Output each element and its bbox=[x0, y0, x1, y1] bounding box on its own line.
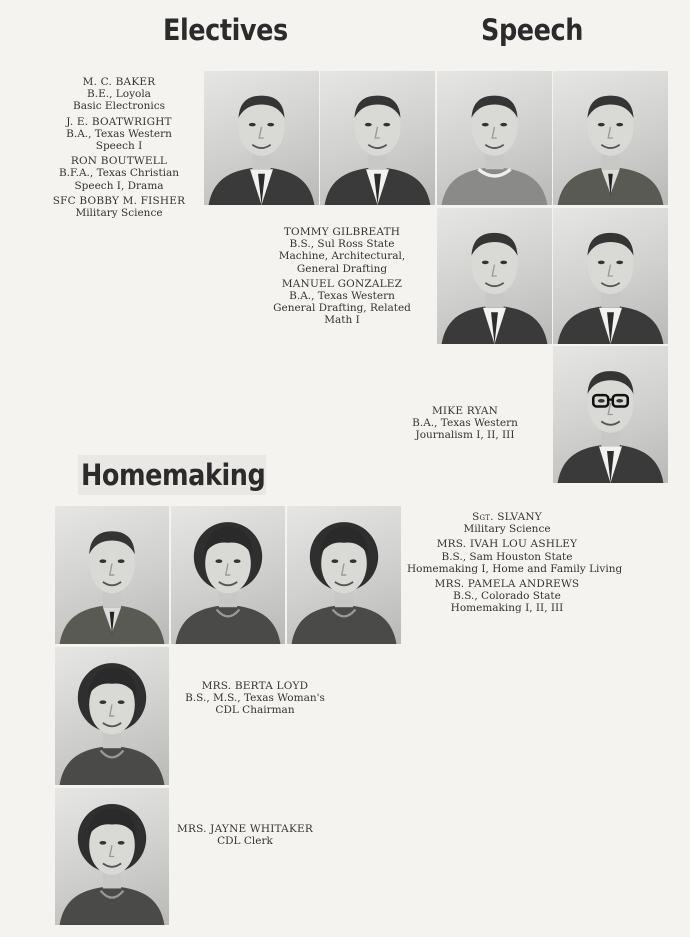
portrait-silhouette bbox=[437, 208, 552, 344]
person-detail: General Drafting bbox=[296, 262, 388, 275]
person-detail: B.A., Texas Western bbox=[412, 417, 518, 430]
person-detail: Math I bbox=[324, 314, 360, 327]
portrait-ashley bbox=[171, 506, 285, 644]
person-detail: B.F.A., Texas Christian bbox=[58, 167, 180, 180]
portrait-boutwell bbox=[437, 71, 552, 205]
portrait-silhouette bbox=[553, 71, 668, 205]
person-detail: B.A., Texas Western bbox=[289, 290, 395, 303]
person-name: MRS. IVAH LOU ASHLEY bbox=[436, 538, 578, 551]
person-detail: B.E., Loyola bbox=[87, 88, 151, 101]
person-name: MRS. JAYNE WHITAKER bbox=[177, 823, 313, 835]
person-name: Sgt. SLVANY bbox=[472, 511, 542, 523]
person-detail: B.S., Colorado State bbox=[453, 590, 561, 603]
portrait-slvany bbox=[55, 506, 169, 644]
person-detail: B.A., Texas Western bbox=[66, 127, 172, 140]
portrait-silhouette bbox=[55, 647, 169, 785]
person-name: MIKE RYAN bbox=[431, 405, 498, 417]
heading-speech: Speech bbox=[481, 13, 583, 47]
person-detail: B.S., Sul Ross State bbox=[289, 238, 395, 251]
portrait-baker bbox=[204, 71, 319, 205]
portrait-silhouette bbox=[437, 71, 552, 205]
portrait-silhouette bbox=[55, 788, 169, 925]
person-detail: CDL Chairman bbox=[215, 704, 295, 717]
portrait-silhouette bbox=[171, 506, 285, 644]
portrait-silhouette bbox=[553, 346, 668, 483]
person-detail: Basic Electronics bbox=[72, 100, 165, 113]
person-detail: B.S., M.S., Texas Woman's bbox=[185, 692, 325, 705]
caption-group-loyd bbox=[170, 680, 340, 720]
person-detail: Speech I bbox=[95, 140, 143, 153]
person-name: MRS. BERTA LOYD bbox=[201, 680, 309, 692]
person-detail: Journalism I, II, III bbox=[415, 429, 515, 442]
caption-group-top-left bbox=[44, 76, 194, 222]
caption-entry bbox=[262, 278, 422, 327]
caption-entry bbox=[44, 155, 194, 192]
portrait-silhouette bbox=[55, 506, 169, 644]
caption-group-middle bbox=[262, 226, 422, 330]
caption-entry bbox=[407, 538, 623, 575]
person-name: TOMMY GILBREATH bbox=[283, 226, 401, 238]
person-name: J. E. BOATWRIGHT bbox=[66, 115, 172, 128]
caption-entry bbox=[170, 680, 340, 717]
portrait-loyd bbox=[55, 647, 169, 785]
portrait-gilbreath bbox=[437, 208, 552, 344]
caption-entry bbox=[44, 195, 194, 219]
caption-entry bbox=[170, 823, 320, 847]
portrait-boatwright bbox=[320, 71, 435, 205]
heading-homemaking: Homemaking bbox=[81, 458, 266, 492]
portrait-andrews bbox=[287, 506, 401, 644]
caption-group-right-lower bbox=[407, 511, 623, 618]
heading-electives: Electives bbox=[163, 13, 288, 47]
portrait-silhouette bbox=[320, 71, 435, 205]
portrait-silhouette bbox=[204, 71, 319, 205]
portrait-gonzalez bbox=[553, 208, 668, 344]
person-name: RON BOUTWELL bbox=[70, 155, 168, 168]
person-detail: Homemaking I, Home and Family Living bbox=[407, 562, 623, 575]
caption-entry bbox=[385, 405, 545, 442]
person-detail: Military Science bbox=[463, 523, 551, 536]
caption-entry bbox=[44, 116, 194, 153]
person-detail: Military Science bbox=[75, 207, 163, 220]
person-name: MANUEL GONZALEZ bbox=[281, 277, 403, 290]
person-detail: CDL Clerk bbox=[217, 835, 273, 848]
portrait-ryan bbox=[553, 346, 668, 483]
portrait-silhouette bbox=[287, 506, 401, 644]
caption-group-ryan bbox=[385, 405, 545, 445]
person-name: SFC BOBBY M. FISHER bbox=[52, 194, 186, 207]
person-detail: Machine, Architectural, bbox=[278, 250, 406, 263]
person-detail: Speech I, Drama bbox=[74, 179, 164, 192]
person-name: MRS. PAMELA ANDREWS bbox=[434, 578, 580, 591]
caption-entry bbox=[44, 76, 194, 113]
portrait-fisher bbox=[553, 71, 668, 205]
caption-entry bbox=[262, 226, 422, 275]
portrait-whitaker bbox=[55, 788, 169, 925]
person-name: M. C. BAKER bbox=[82, 76, 156, 88]
portrait-silhouette bbox=[553, 208, 668, 344]
caption-entry bbox=[407, 511, 607, 535]
person-detail: Homemaking I, II, III bbox=[450, 602, 564, 615]
person-detail: General Drafting, Related bbox=[273, 302, 411, 315]
caption-entry bbox=[407, 578, 607, 615]
caption-group-whitaker bbox=[170, 823, 320, 850]
person-detail: B.S., Sam Houston State bbox=[441, 550, 573, 563]
